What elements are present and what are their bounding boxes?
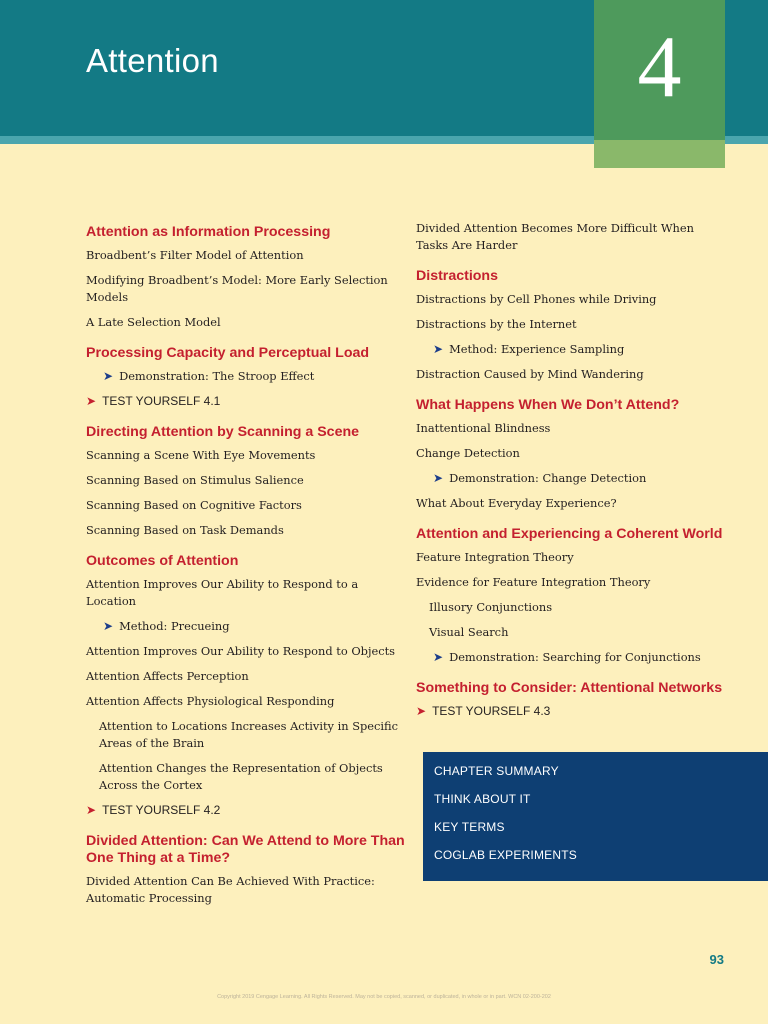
toc-item-line: Divided Attention Can Be Achieved With Practice: xyxy=(86,874,375,888)
arrow-icon: ➤ xyxy=(433,342,444,356)
page-number: 93 xyxy=(709,952,724,967)
toc-item[interactable] xyxy=(86,873,406,907)
section-title[interactable] xyxy=(86,833,406,867)
section-title[interactable]: Attention as Information Processing xyxy=(86,224,331,240)
toc-item[interactable]: Attention Improves Our Ability to Respond to Objects xyxy=(86,644,396,658)
section-title[interactable]: Directing Attention by Scanning a Scene xyxy=(86,424,360,440)
toc-item-line: Divided Attention Becomes More Difficult When xyxy=(416,221,694,235)
toc-demo-label: Demonstration: Change Detection xyxy=(449,471,647,485)
summary-link-chapter-summary[interactable]: CHAPTER SUMMARY xyxy=(434,764,559,778)
toc-item[interactable]: Change Detection xyxy=(416,446,520,460)
arrow-icon: ➤ xyxy=(103,369,114,383)
toc-item[interactable]: Distractions by Cell Phones while Driving xyxy=(416,292,657,306)
toc-item[interactable]: Broadbent’s Filter Model of Attention xyxy=(86,248,304,262)
arrow-icon: ➤ xyxy=(416,704,427,718)
toc-item[interactable] xyxy=(416,220,746,254)
arrow-icon: ➤ xyxy=(433,471,444,485)
toc-subitem-line: Attention Changes the Representation of Objects xyxy=(99,761,383,775)
toc-right-column xyxy=(416,220,746,728)
section-title[interactable]: Processing Capacity and Perceptual Load xyxy=(86,345,370,361)
test-yourself-item[interactable] xyxy=(86,802,406,819)
toc-item[interactable]: Inattentional Blindness xyxy=(416,421,551,435)
toc-subitem[interactable]: Visual Search xyxy=(429,625,509,639)
toc-item[interactable]: Scanning Based on Task Demands xyxy=(86,523,284,537)
toc-demo-item[interactable] xyxy=(86,368,406,385)
toc-method-item[interactable] xyxy=(416,341,746,358)
test-yourself-item[interactable] xyxy=(416,703,746,720)
toc-item-line: Automatic Processing xyxy=(86,891,212,905)
section-title-line: Divided Attention: Can We Attend to More Than xyxy=(86,833,405,849)
toc-subitem-line: Areas of the Brain xyxy=(99,736,205,750)
chapter-number: 4 xyxy=(637,19,682,116)
arrow-icon: ➤ xyxy=(86,803,97,817)
toc-method-item[interactable] xyxy=(86,618,406,635)
toc-method-label: Method: Precueing xyxy=(119,619,230,633)
chapter-summary-box xyxy=(423,752,768,881)
toc-subitem[interactable] xyxy=(86,760,406,794)
toc-method-label: Method: Experience Sampling xyxy=(449,342,625,356)
chapter-box-lower-band xyxy=(594,140,725,168)
section-title[interactable]: Attention and Experiencing a Coherent World xyxy=(416,526,723,542)
test-yourself-label: TEST YOURSELF 4.3 xyxy=(432,704,551,718)
chapter-title: Attention xyxy=(86,42,219,79)
toc-subitem-line: Attention to Locations Increases Activity in Specific xyxy=(99,719,399,733)
arrow-icon: ➤ xyxy=(86,394,97,408)
toc-item[interactable]: Evidence for Feature Integration Theory xyxy=(416,575,651,589)
section-title[interactable]: Something to Consider: Attentional Networks xyxy=(416,680,723,696)
toc-subitem-line: Across the Cortex xyxy=(99,778,203,792)
toc-item[interactable]: Attention Improves Our Ability to Respond to a Location xyxy=(86,577,359,608)
toc-left-column xyxy=(86,220,406,915)
toc-item[interactable]: What About Everyday Experience? xyxy=(416,496,617,510)
toc-subitem[interactable]: Illusory Conjunctions xyxy=(429,600,553,614)
toc-item[interactable]: Distractions by the Internet xyxy=(416,317,577,331)
arrow-icon: ➤ xyxy=(103,619,114,633)
summary-link-think-about-it[interactable]: THINK ABOUT IT xyxy=(434,792,531,806)
toc-item[interactable]: Scanning Based on Stimulus Salience xyxy=(86,473,304,487)
section-title[interactable]: Distractions xyxy=(416,268,498,284)
toc-item[interactable]: Attention Affects Physiological Responding xyxy=(86,694,335,708)
toc-demo-label: Demonstration: The Stroop Effect xyxy=(119,369,315,383)
test-yourself-item[interactable] xyxy=(86,393,406,410)
toc-item[interactable]: A Late Selection Model xyxy=(86,315,221,329)
toc-demo-item[interactable] xyxy=(416,470,746,487)
toc-item[interactable]: Feature Integration Theory xyxy=(416,550,574,564)
chapter-number-box xyxy=(594,0,725,168)
toc-item[interactable]: Attention Affects Perception xyxy=(86,669,249,683)
summary-link-key-terms[interactable]: KEY TERMS xyxy=(434,820,505,834)
section-title-line: One Thing at a Time? xyxy=(86,850,230,866)
toc-item[interactable]: Modifying Broadbent’s Model: More Early Selection Models xyxy=(86,273,388,304)
toc-item[interactable]: Distraction Caused by Mind Wandering xyxy=(416,367,644,381)
toc-demo-item[interactable] xyxy=(416,649,746,666)
test-yourself-label: TEST YOURSELF 4.1 xyxy=(102,394,221,408)
toc-subitem[interactable] xyxy=(86,718,406,752)
toc-item-line: Tasks Are Harder xyxy=(416,238,518,252)
toc-item[interactable]: Scanning Based on Cognitive Factors xyxy=(86,498,302,512)
arrow-icon: ➤ xyxy=(433,650,444,664)
test-yourself-label: TEST YOURSELF 4.2 xyxy=(102,803,221,817)
section-title[interactable]: What Happens When We Don’t Attend? xyxy=(416,397,680,413)
summary-link-coglab-experiments[interactable]: COGLAB EXPERIMENTS xyxy=(434,848,577,862)
section-title[interactable]: Outcomes of Attention xyxy=(86,553,239,569)
copyright-notice: Copyright 2019 Cengage Learning. All Rights Reserved. May not be copied, scanned, or duplicated, in whole or in part. WCN 02-200-202 xyxy=(217,994,551,1000)
toc-item[interactable]: Scanning a Scene With Eye Movements xyxy=(86,448,316,462)
toc-demo-label: Demonstration: Searching for Conjunctions xyxy=(449,650,701,664)
